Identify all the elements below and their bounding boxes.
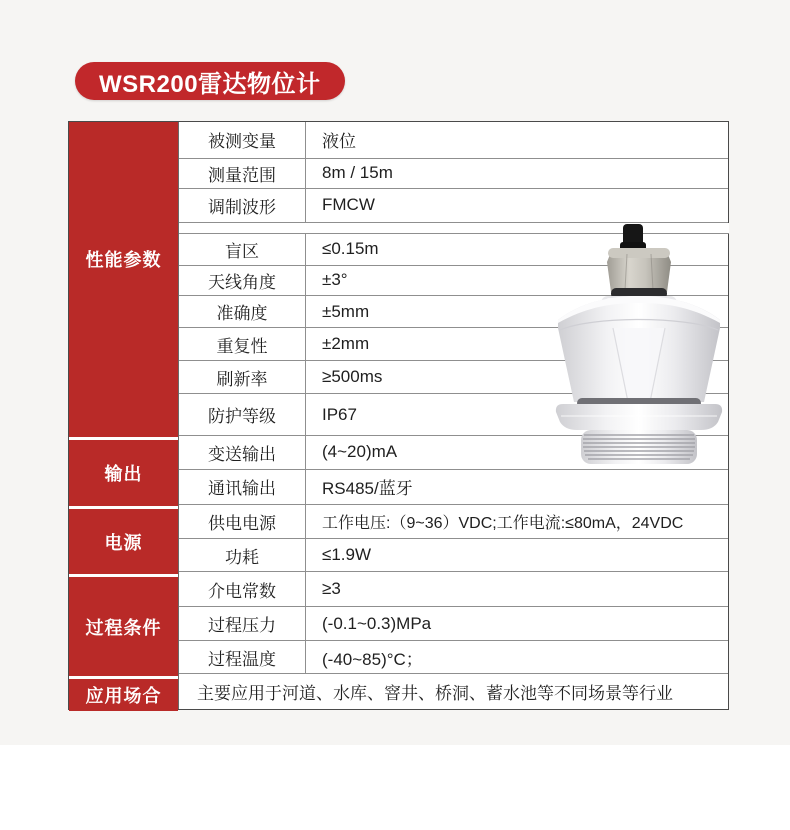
value-cell: ≥3 xyxy=(306,572,728,607)
param-cell: 准确度 xyxy=(179,296,306,328)
section-label-process xyxy=(69,574,178,676)
param-cell: 供电电源 xyxy=(179,505,306,539)
sensor-body xyxy=(558,296,720,402)
section-label-text: 电源 xyxy=(104,532,143,553)
section-label-output xyxy=(69,437,178,506)
table-sidebar xyxy=(69,122,179,709)
param-cell: 变送输出 xyxy=(179,436,306,470)
application-value-cell: 主要应用于河道、水库、窨井、桥洞、蓄水池等不同场景等行业 xyxy=(197,684,673,704)
value-cell: 液位 xyxy=(306,122,728,159)
param-cell: 过程压力 xyxy=(179,607,306,641)
section-label-power xyxy=(69,506,178,574)
value-cell: FMCW xyxy=(306,189,728,223)
bottom-white-strip xyxy=(0,745,790,830)
param-cell: 通讯输出 xyxy=(179,470,306,505)
param-cell: 被测变量 xyxy=(179,122,306,159)
param-cell: 盲区 xyxy=(179,234,306,266)
table-row xyxy=(179,189,728,223)
value-cell: (-40~85)°C； xyxy=(306,641,728,674)
value-cell: ±2mm xyxy=(306,328,728,361)
value-cell: ±5mm xyxy=(306,296,728,328)
product-title: WSR200雷达物位计 xyxy=(99,70,321,98)
param-cell: 介电常数 xyxy=(179,572,306,607)
cable-gland xyxy=(607,248,671,292)
value-cell: (-0.1~0.3)MPa xyxy=(306,607,728,641)
table-row xyxy=(179,505,728,539)
value-cell: ±3° xyxy=(306,266,728,297)
value-cell: RS485/蓝牙 xyxy=(306,470,728,505)
section-label-application xyxy=(69,676,178,711)
table-row xyxy=(179,122,728,159)
value-cell: 工作电压:（9~36）VDC;工作电流:≤80mA，24VDC xyxy=(306,505,728,539)
param-cell: 刷新率 xyxy=(179,361,306,394)
param-cell: 防护等级 xyxy=(179,394,306,436)
param-cell: 重复性 xyxy=(179,328,306,361)
table-row xyxy=(179,159,728,189)
threaded-connector xyxy=(581,430,697,464)
table-row xyxy=(179,470,728,505)
param-cell: 天线角度 xyxy=(179,266,306,297)
param-cell: 调制波形 xyxy=(179,189,306,223)
value-cell: (4~20)mA xyxy=(306,436,728,470)
value-cell: ≥500ms xyxy=(306,361,728,394)
section-label-performance xyxy=(69,122,178,437)
section-label-text: 应用场合 xyxy=(85,686,162,706)
table-row xyxy=(179,572,728,607)
hex-flange xyxy=(556,404,722,430)
param-cell: 测量范围 xyxy=(179,159,306,189)
value-cell: ≤1.9W xyxy=(306,539,728,573)
table-row xyxy=(179,641,728,674)
section-label-text: 过程条件 xyxy=(85,617,162,638)
value-cell: 8m / 15m xyxy=(306,159,728,189)
param-cell: 过程温度 xyxy=(179,641,306,674)
table-row xyxy=(179,539,728,573)
value-cell: IP67 xyxy=(306,394,728,436)
table-row xyxy=(179,607,728,641)
section-label-text: 性能参数 xyxy=(85,249,162,270)
product-title-banner xyxy=(75,62,345,100)
table-row-application xyxy=(179,674,728,709)
value-cell: ≤0.15m xyxy=(306,234,728,266)
product-photo xyxy=(553,224,725,468)
section-label-text: 输出 xyxy=(104,464,143,484)
param-cell: 功耗 xyxy=(179,539,306,573)
